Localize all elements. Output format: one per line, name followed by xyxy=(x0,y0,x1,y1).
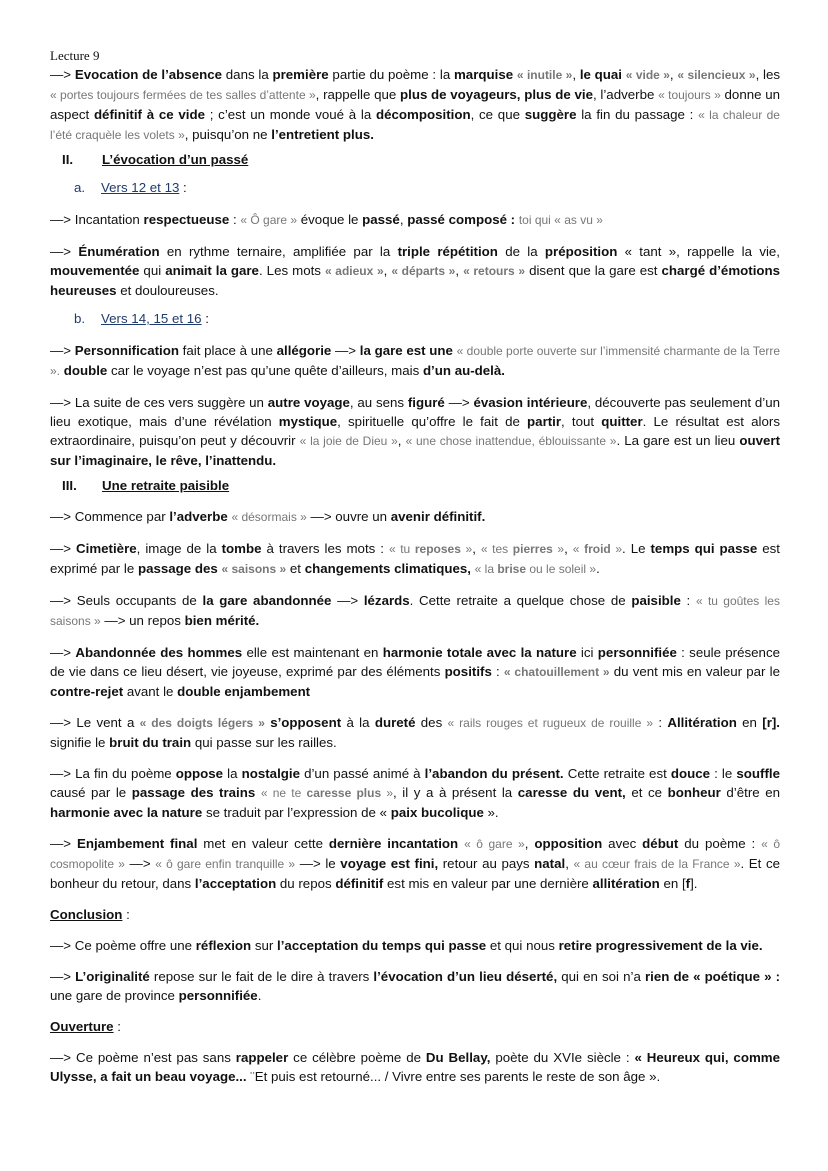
subsection-vers-14-15-16: b. Vers 14, 15 et 16 : xyxy=(74,311,209,326)
subsection-vers-12-13: a. Vers 12 et 13 : xyxy=(74,180,187,195)
paragraph-lezards: —> Seuls occupants de la gare abandonnée —> lézards. Cette retraite a quelque chose de paisible : « tu goûtes les saisons » —> un repos bien mérité. xyxy=(50,593,780,628)
paragraph-enjambement-final: —> Enjambement final met en valeur cette dernière incantation « ô gare », opposition avec début du poème : « ô cosmopolite » —> « ô gare enfin tranquille » —> le voyage est fini, retour au pays natal, « au cœur frais de la France ». Et ce bonheur du retour, dans l’acceptation du repos définitif est mis en valeur par une dernière allitération en [f]. xyxy=(50,836,780,891)
paragraph-absence: —> Evocation de l’absence dans la première partie du poème : la marquise « inutile », le quai « vide », « silencieux », les « portes toujours fermées de tes salles d’attente », rappelle que plus de voyageurs, plus de vie, l’adverbe « toujours » donne un aspect définitif à ce vide ; c’est un monde voué à la décomposition, ce que suggère la fin du passage : « la chaleur de l’été craquèle les volets », puisqu’on ne l’entretient plus. xyxy=(50,67,781,142)
paragraph-desormais: —> Commence par l’adverbe « désormais » —> ouvre un avenir définitif. xyxy=(50,509,486,524)
conclusion-label-line: Conclusion : xyxy=(50,907,130,922)
paragraph-conclusion-originalite: —> L’originalité repose sur le fait de le dire à travers l’évocation d’un lieu déserté, qui en soi n’a rien de « poétique » : une gare de province personnifiée. xyxy=(50,969,780,1003)
paragraph-ouverture: —> Ce poème n’est pas sans rappeler ce célèbre poème de Du Bellay, poète du XVIe siècle : « Heureux qui, comme Ulysse, a fait un beau voyage... ¨Et puis est retourné... / Vivre entre ses parents le reste de son âge ». xyxy=(50,1050,780,1084)
ouverture-label-line: Ouverture : xyxy=(50,1019,121,1034)
document-page xyxy=(50,48,780,1086)
paragraph-incantation: —> Incantation respectueuse : « Ô gare » évoque le passé, passé composé : toi qui « as vu » xyxy=(50,212,603,227)
paragraph-fin-du-poeme: —> La fin du poème oppose la nostalgie d’un passé animé à l’abandon du présent. Cette retraite est douce : le souffle causé par le passage des trains « ne te caresse plus », il y a à présent la caresse du vent, et ce bonheur d’être en harmonie avec la nature se traduit par l’expression de « paix bucolique ». xyxy=(50,766,781,820)
paragraph-personnification: —> Personnification fait place à une allégorie —> la gare est une « double porte ouverte sur l’immensité charmante de la Terre ». double car le voyage n’est pas qu’une quête d’ailleurs, mais d’un au-delà. xyxy=(50,343,781,378)
paragraph-enumeration: —> Énumération en rythme ternaire, amplifiée par la triple répétition de la préposition « tant », rappelle la vie, mouvementée qui animait la gare. Les mots « adieux », « départs », « retours » disent que la gare est chargé d’émotions heureuses et douloureuses. xyxy=(50,244,781,298)
document-header: Lecture 9 xyxy=(50,48,100,63)
paragraph-autre-voyage: —> La suite de ces vers suggère un autre voyage, au sens figuré —> évasion intérieure, découverte pas seulement d’un lieu exotique, mais d’une révélation mystique, spirituelle qu’offre le fait de partir, tout quitter. Le résultat est alors extraordinaire, puisqu’on peut y découvrir « la joie de Dieu », « une chose inattendue, éblouissante ». La gare est un lieu ouvert sur l’imaginaire, le rêve, l’inattendu. xyxy=(50,395,781,468)
paragraph-conclusion-reflexion: —> Ce poème offre une réflexion sur l’acceptation du temps qui passe et qui nous retire progressivement de la vie. xyxy=(50,938,763,953)
section-heading-2: II. L’évocation d’un passé xyxy=(62,152,249,167)
paragraph-vent: —> Le vent a « des doigts légers » s’opposent à la dureté des « rails rouges et rugueux de rouille » : Allitération en [r]. signifie le bruit du train qui passe sur les railles. xyxy=(50,715,780,750)
paragraph-harmonie: —> Abandonnée des hommes elle est maintenant en harmonie totale avec la nature ici personnifiée : seule présence de vie dans ce lieu désert, vie joyeuse, exprimé par des éléments positifs : « chatouillement » du vent mis en valeur par le contre-rejet avant le double enjambement xyxy=(50,645,780,699)
paragraph-cimetiere: —> Cimetière, image de la tombe à travers les mots : « tu reposes », « tes pierres », « froid ». Le temps qui passe est exprimé par le passage des « saisons » et changements climatiques, « la brise ou le soleil ». xyxy=(50,541,780,576)
section-heading-3: III. Une retraite paisible xyxy=(62,478,230,493)
